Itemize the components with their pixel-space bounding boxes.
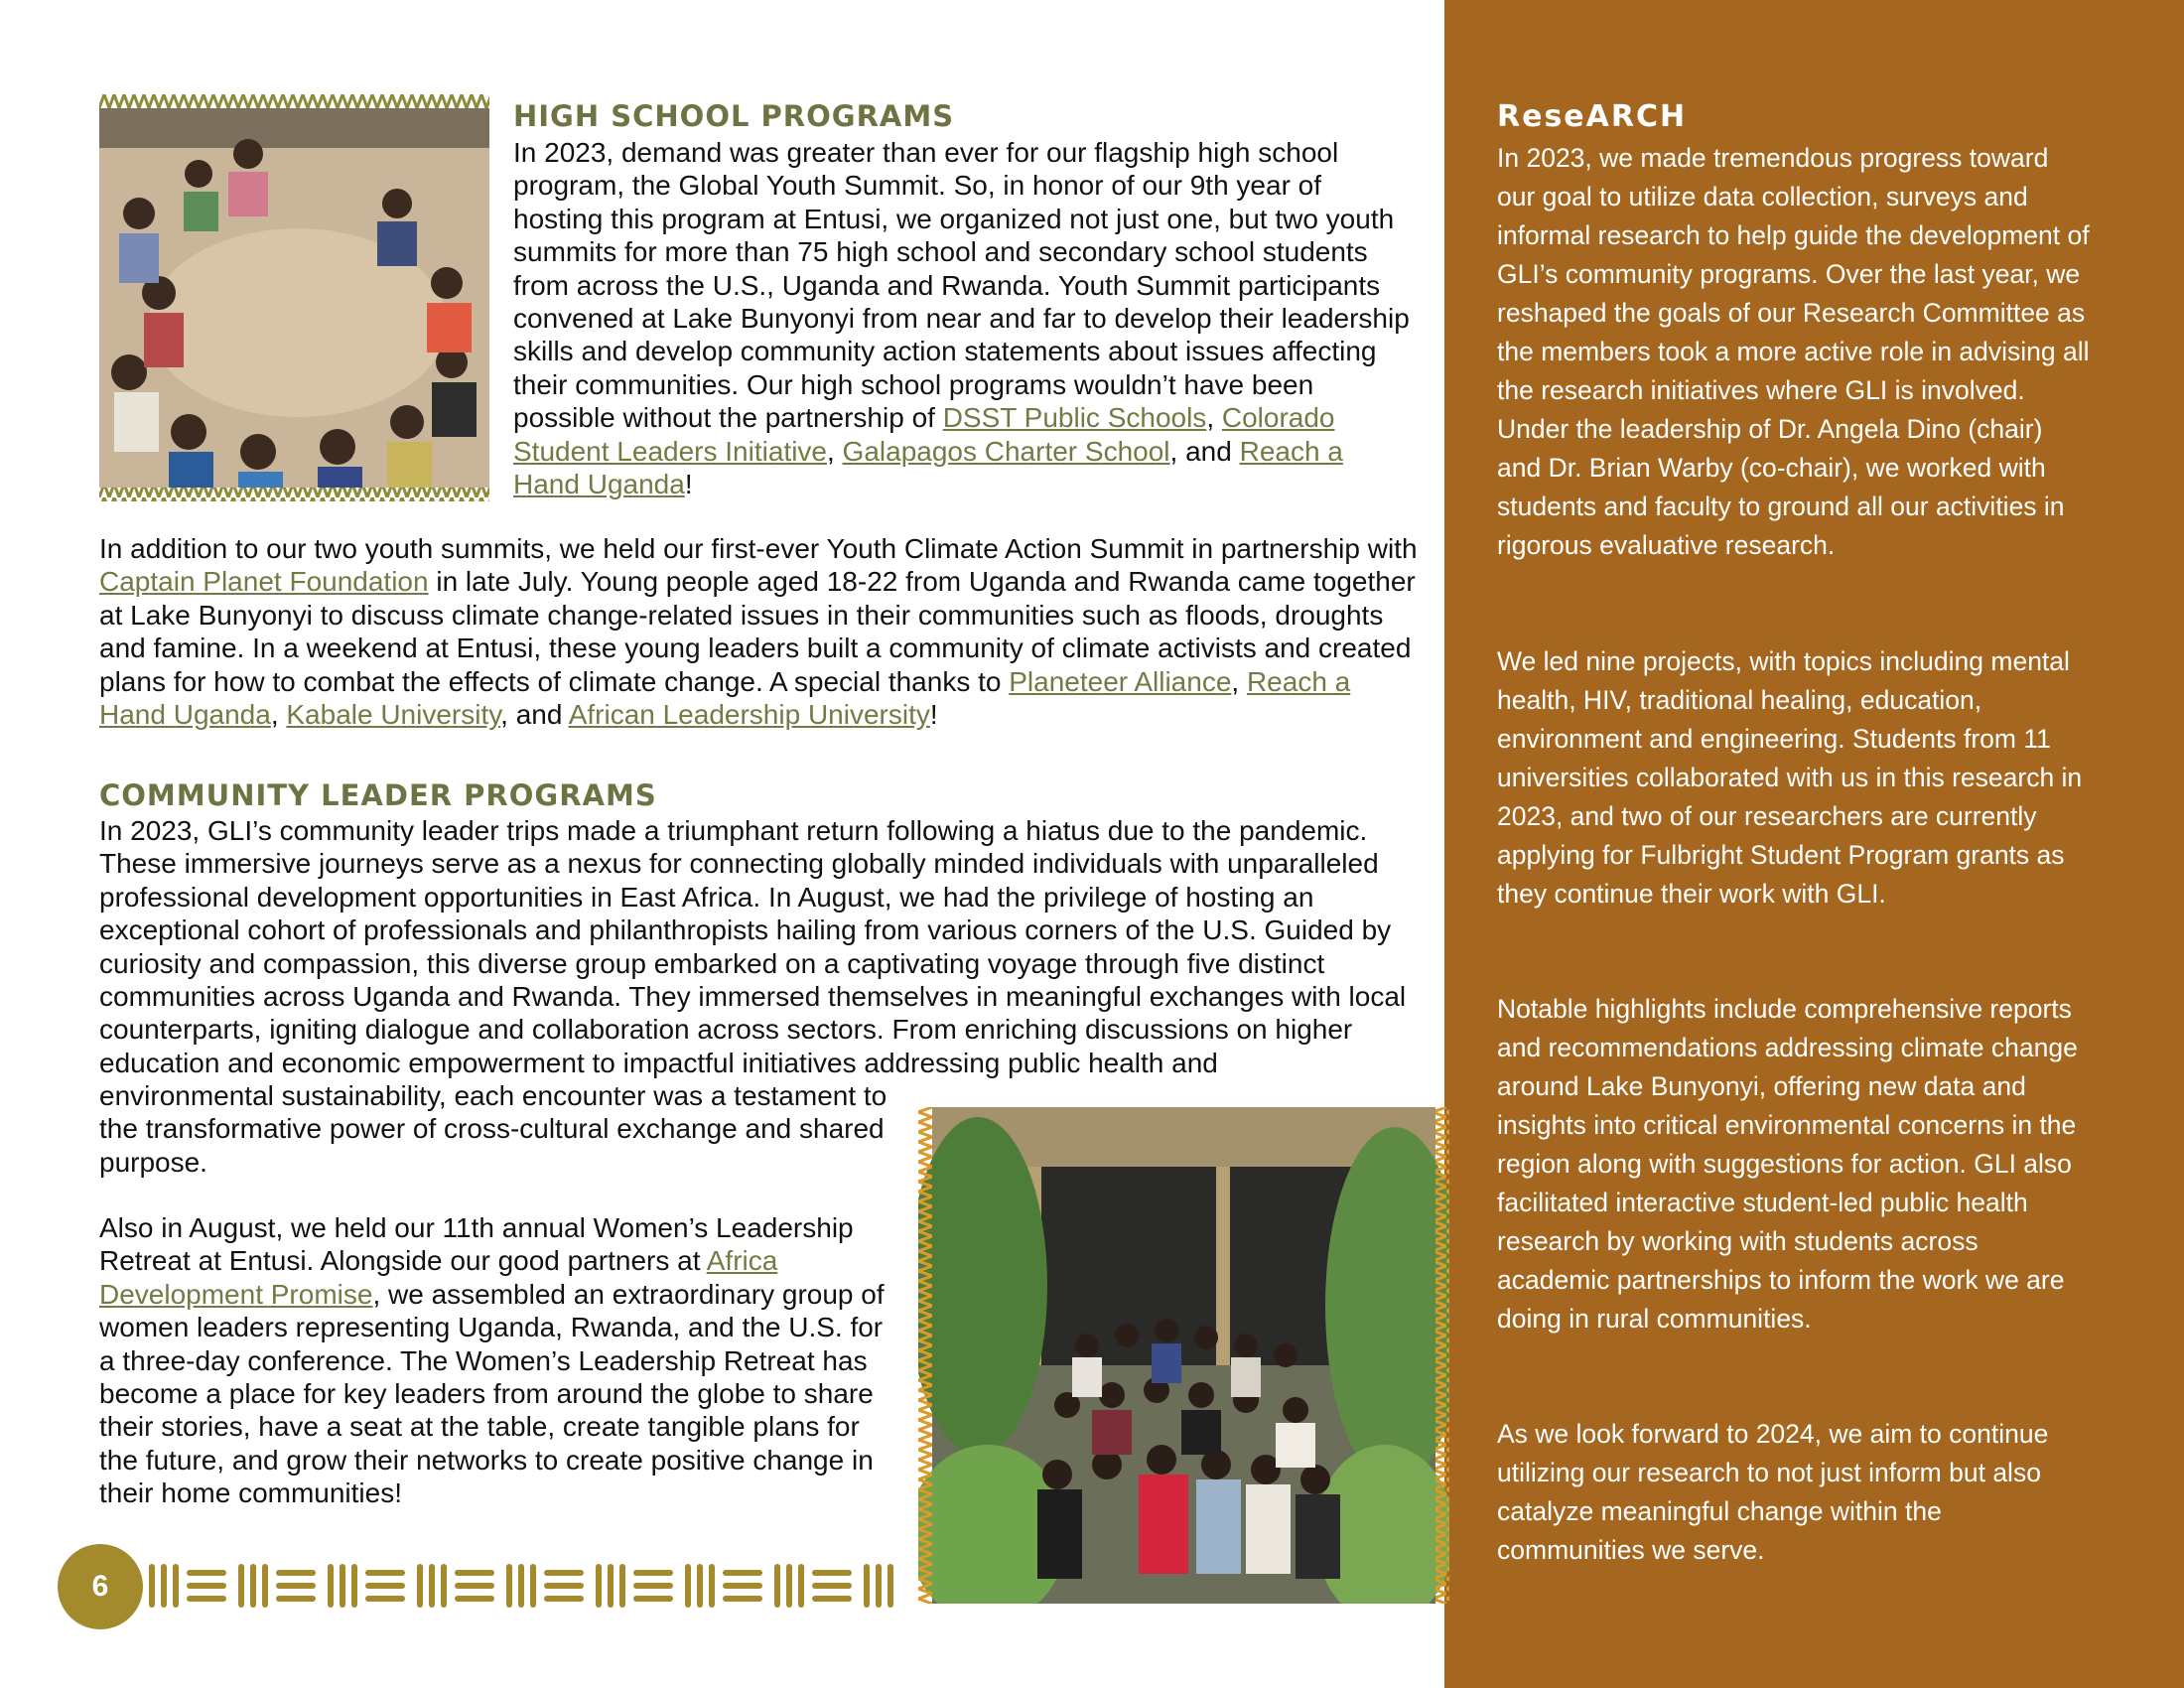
retreat-text-2: , we assembled an extraordinary group of women leaders representing Uganda, Rwanda, and the U.S. for a three-day conference. The Women’s Leadership Retreat has become a place for key leaders from around the globe to share their stories, have a seat at the table, create tangible plans for the future, and grow their networks to create positive change in their home communities! xyxy=(99,1278,885,1509)
link-reach-a-hand[interactable]: Reach a Hand Uganda xyxy=(513,435,1343,500)
womens-retreat-paragraph xyxy=(99,1211,893,1510)
separator: , xyxy=(270,699,287,731)
separator: , and xyxy=(500,699,569,731)
high-school-paragraph xyxy=(513,136,1412,500)
group-photo-illustration xyxy=(918,1107,1449,1604)
separator: , xyxy=(826,435,843,467)
separator: , xyxy=(1231,665,1247,697)
decorative-pattern-band xyxy=(149,1556,923,1616)
youth-circle-illustration xyxy=(99,94,489,501)
community-paragraph-1b xyxy=(99,1079,893,1179)
research-paragraph-3: Notable highlights include comprehensive reports and recommendations addressing climate change around Lake Bunyonyi, offering new data and insights into critical environmental concerns in the region along with suggestions for action. GLI also facilitated interactive student-led public health research by working with students across academic partnerships to inform the work we are doing in rural communities. xyxy=(1497,994,2078,1334)
link-kabale[interactable]: Kabale University xyxy=(286,699,501,731)
retreat-text: Also in August, we held our 11th annual Women’s Leadership Retreat at Entusi. Alongside our good partners at xyxy=(99,1212,854,1277)
community-text-wide: In 2023, GLI’s community leader trips made a triumphant return following a hiatus due to the pandemic. These immersive journeys serve as a nexus for connecting globally minded individuals with unparalleled professional development opportunities in East Africa. In August, we had the privilege of hosting an exceptional cohort of professionals and philanthropists hailing from various corners of the U.S. Guided by curiosity and compassion, this diverse group embarked on a captivating voyage through five distinct communities across Uganda and Rwanda. They immersed themselves in meaningful exchanges with local counterparts, igniting dialogue and collaboration across sectors. From enriching discussions on higher education and economic empowerment to impactful initiatives addressing public health and xyxy=(99,815,1407,1078)
separator: , xyxy=(1206,402,1222,434)
community-text-narrow: environmental sustainability, each encounter was a testament to the transformative power of cross-cultural exchange and shared purpose. xyxy=(99,1080,887,1178)
youth-circle-photo xyxy=(99,94,489,501)
climate-text-2: in late July. Young people aged 18-22 from Uganda and Rwanda came together at Lake Bunyonyi to discuss climate change-related issues in their communities such as floods, droughts and famine. In a weekend at Entusi, these young leaders built a community of climate activists and created plans for how to combat the effects of climate change. A special thanks to xyxy=(99,566,1416,697)
research-paragraph-2: We led nine projects, with topics including mental health, HIV, traditional healing, education, environment and engineering. Students from 11 universities collaborated with us in this research in 2023, and two of our researchers are currently applying for Fulbright Student Program grants as they continue their work with GLI. xyxy=(1497,646,2083,909)
link-africa-development-promise[interactable]: Africa Development Promise xyxy=(99,1245,778,1310)
community-paragraph-1 xyxy=(99,814,1420,1079)
link-galapagos[interactable]: Galapagos Charter School xyxy=(842,435,1170,467)
high-school-heading: HIGH SCHOOL PROGRAMS xyxy=(513,99,955,133)
group-photo xyxy=(918,1107,1449,1604)
link-dsst[interactable]: DSST Public Schools xyxy=(942,402,1207,434)
climate-summit-paragraph xyxy=(99,532,1420,731)
link-colorado[interactable]: Colorado Student Leaders Initiative xyxy=(513,402,1335,467)
research-paragraph-1: In 2023, we made tremendous progress toward our goal to utilize data collection, surveys and informal research to help guide the development of GLI’s community programs. Over the last year, we reshaped the goals of our Research Committee as the members took a more active role in advising all the research initiatives where GLI is involved. Under the leadership of Dr. Angela Dino (chair) and Dr. Brian Warby (co-chair), we worked with students and faculty to ground all our activities in rigorous evaluative research. xyxy=(1497,143,2090,560)
research-paragraph-4: As we look forward to 2024, we aim to continue utilizing our research to not just inform but also catalyze meaningful change within the communities we serve. xyxy=(1497,1419,2049,1565)
separator: , and xyxy=(1169,435,1240,467)
link-alu[interactable]: African Leadership University xyxy=(568,699,930,731)
research-heading: ReseARCH xyxy=(1497,99,1688,134)
climate-text: In addition to our two youth summits, we held our first-ever Youth Climate Action Summit in partnership with xyxy=(99,533,1418,564)
page-number: 6 xyxy=(58,1544,143,1629)
link-planeteer[interactable]: Planeteer Alliance xyxy=(1009,665,1232,697)
link-captain-planet[interactable]: Captain Planet Foundation xyxy=(99,566,429,598)
end-punct: ! xyxy=(929,699,938,731)
community-heading: COMMUNITY LEADER PROGRAMS xyxy=(99,778,657,812)
high-school-text: In 2023, demand was greater than ever for our flagship high school program, the Global Youth Summit. So, in honor of our 9th year of hosting this program at Entusi, we organized not just one, but two youth summits for more than 75 high school and secondary school students from across the U.S., Uganda and Rwanda. Youth Summit participants convened at Lake Bunyonyi from near and far to develop their leadership skills and develop community action statements about issues affecting their communities. Our high school programs wouldn’t have been possible without the partnership of xyxy=(513,137,1410,434)
pattern-marks xyxy=(149,1564,893,1608)
link-reach-a-hand-2[interactable]: Reach a Hand Uganda xyxy=(99,665,1351,731)
end-punct: ! xyxy=(684,469,693,500)
